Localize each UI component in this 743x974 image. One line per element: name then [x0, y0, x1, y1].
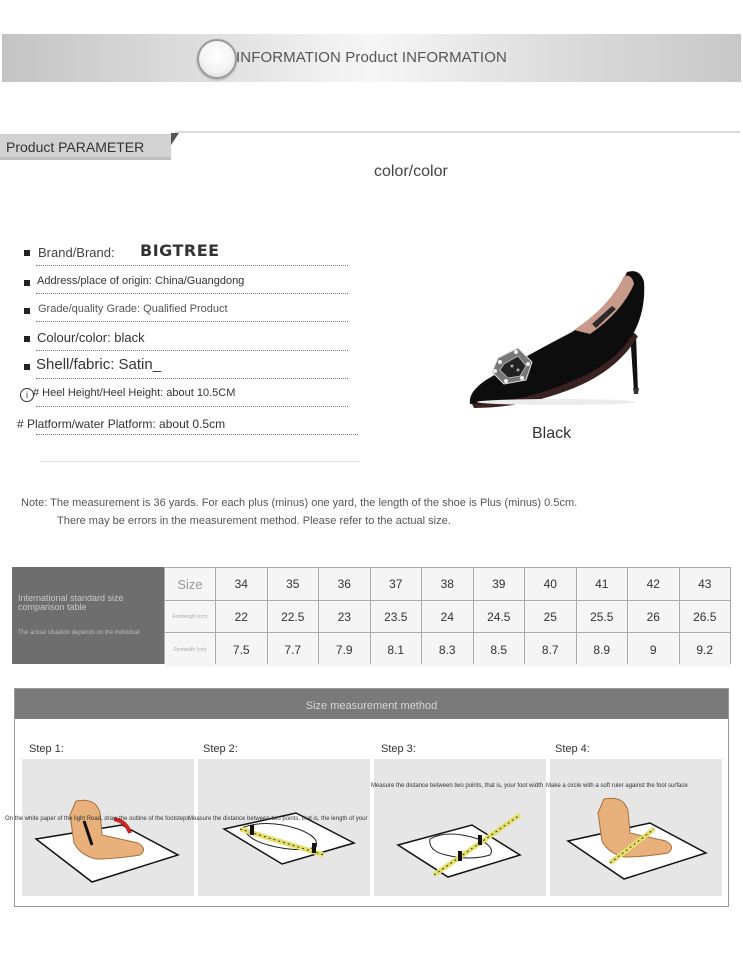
foot-length-value: 22 — [216, 601, 267, 632]
info-circle-icon: i — [20, 388, 34, 402]
bullet-icon — [24, 308, 30, 314]
foot-length-value: 24 — [422, 601, 473, 632]
foot-width-value: 7.7 — [268, 633, 319, 667]
step-3-label: Step 3: — [381, 743, 416, 755]
colour-text: Colour/color: black — [37, 330, 145, 345]
foot-width-value: 8.5 — [474, 633, 525, 667]
foot-width-value: 8.7 — [525, 633, 576, 667]
dotted-divider — [40, 461, 360, 462]
size-row-label: Footwidth (cm) — [165, 633, 215, 667]
foot-width-value: 7.9 — [319, 633, 370, 667]
size-value: 38 — [422, 568, 473, 600]
foot-width-value: 8.9 — [577, 633, 628, 667]
foot-length-value: 26 — [628, 601, 679, 632]
divider-line — [175, 131, 740, 133]
tab-corner-icon — [171, 133, 179, 145]
foot-length-value: 25.5 — [577, 601, 628, 632]
size-value: 37 — [371, 568, 422, 600]
bullet-icon — [24, 364, 30, 370]
size-table-title: International standard size comparison table — [18, 593, 124, 612]
grade-text: Grade/quality Grade: Qualified Product — [38, 303, 228, 315]
step-3-caption: Measure the distance between two points, that is, your foot width — [371, 783, 544, 789]
step-3-image — [374, 759, 546, 896]
step-2-image — [198, 759, 370, 896]
size-value: 39 — [474, 568, 525, 600]
size-comparison-table — [12, 567, 731, 664]
dotted-divider — [36, 350, 348, 351]
foot-length-value: 23 — [319, 601, 370, 632]
foot-length-value: 23.5 — [371, 601, 422, 632]
size-value: 34 — [216, 568, 267, 600]
size-value: 42 — [628, 568, 679, 600]
foot-length-value: 26.5 — [680, 601, 731, 632]
step-1-caption: On the white paper of the light Road, draw the outline of the footsteps — [5, 816, 190, 822]
step-2-caption: Measure the distance between two points, that is, the length of your — [188, 816, 368, 822]
size-grid — [164, 567, 731, 664]
size-header-label: Size — [165, 568, 215, 600]
step-4-label: Step 4: — [555, 743, 590, 755]
dotted-divider — [36, 265, 348, 266]
foot-width-value: 9 — [628, 633, 679, 667]
dotted-divider — [36, 406, 348, 407]
size-value: 40 — [525, 568, 576, 600]
size-value: 36 — [319, 568, 370, 600]
brand-logo: BIGTREE — [140, 241, 220, 260]
note-line-2: There may be errors in the measurement method. Please refer to the actual size. — [57, 515, 451, 527]
foot-width-value: 8.1 — [371, 633, 422, 667]
size-table-subtitle: The actual situation depends on the individual — [18, 630, 140, 636]
brand-label: Brand/Brand: — [38, 245, 115, 260]
foot-length-value: 22.5 — [268, 601, 319, 632]
step-2-label: Step 2: — [203, 743, 238, 755]
shell-text: Shell/fabric: Satin_ — [36, 356, 162, 373]
size-value: 41 — [577, 568, 628, 600]
parameter-tab-shadow — [0, 157, 171, 160]
origin-text: Address/place of origin: China/Guangdong — [37, 275, 245, 287]
size-table-side-panel — [12, 567, 164, 664]
measurement-title: Size measurement method — [305, 700, 438, 712]
bullet-icon — [24, 250, 30, 256]
size-value: 43 — [680, 568, 731, 600]
foot-length-value: 24.5 — [474, 601, 525, 632]
note-line-1: Note: The measurement is 36 yards. For each plus (minus) one yard, the length of the shoe is Plus (minus) 0.5cm. — [21, 497, 578, 509]
dotted-divider — [36, 378, 348, 379]
dotted-divider — [36, 293, 348, 294]
circle-badge-icon — [197, 39, 237, 79]
foot-width-value: 8.3 — [422, 633, 473, 667]
step-4-image — [550, 759, 722, 896]
bullet-icon — [24, 280, 30, 286]
foot-width-value: 7.5 — [216, 633, 267, 667]
black-pump-shoe-image — [462, 262, 658, 412]
size-row-label: Footlength (cm) — [165, 601, 215, 632]
color-heading: color/color — [374, 163, 448, 180]
parameter-title: Product PARAMETER — [6, 139, 145, 155]
platform-text: # Platform/water Platform: about 0.5cm — [17, 417, 226, 431]
heel-text: # Heel Height/Heel Height: about 10.5CM — [33, 387, 236, 399]
step-1-label: Step 1: — [29, 743, 64, 755]
dotted-divider — [36, 434, 358, 435]
size-value: 35 — [268, 568, 319, 600]
dotted-divider — [36, 321, 348, 322]
step-1-image — [22, 759, 194, 896]
shoe-color-label: Black — [532, 425, 572, 442]
information-title: INFORMATION Product INFORMATION — [236, 49, 507, 66]
step-4-caption: Make a circle with a soft ruler against the foot surface — [546, 783, 688, 789]
bullet-icon — [24, 336, 30, 342]
foot-width-value: 9.2 — [680, 633, 731, 667]
foot-length-value: 25 — [525, 601, 576, 632]
